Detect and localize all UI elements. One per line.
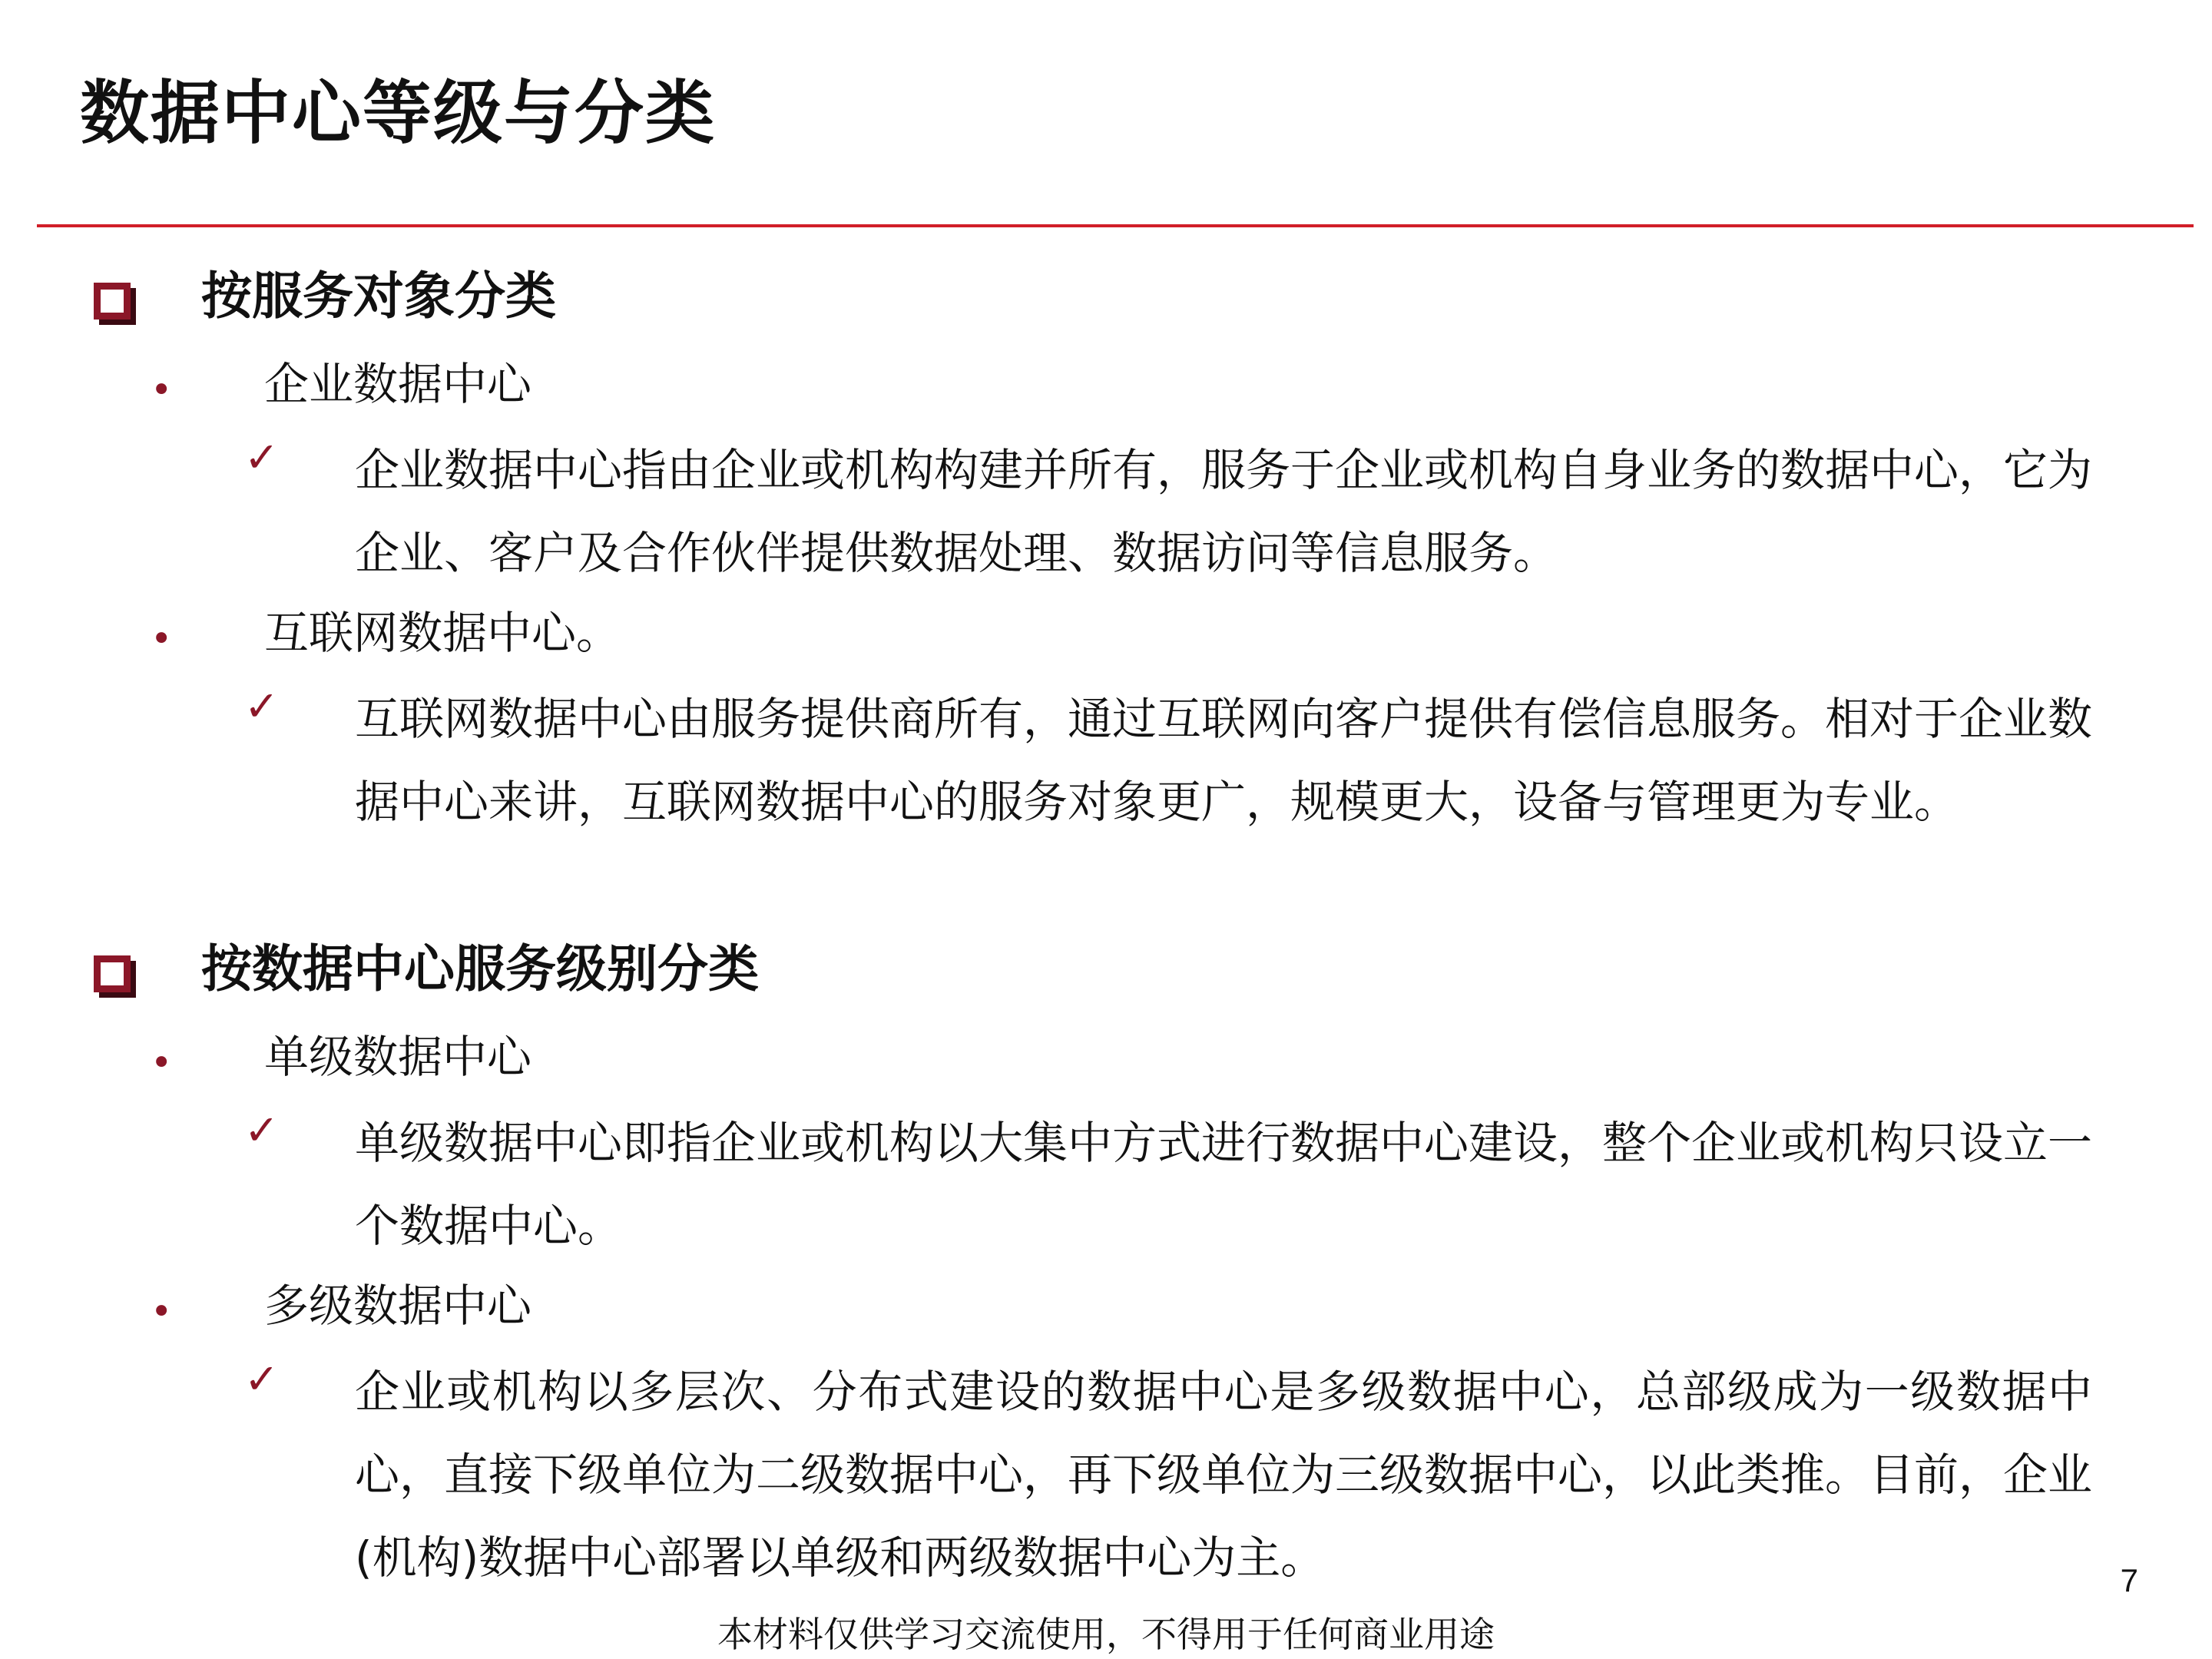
detail-text: 企业或机构以多层次、分布式建设的数据中心是多级数据中心，总部级成为一级数据中心，直接下级单位为二级数据中心，再下级单位为三级数据中心，以此类推。目前，企业(机构)数据中心部署以单级和两级数据中心为主。: [355, 1366, 2093, 1584]
bullet-label: 多级数据中心: [264, 1280, 532, 1332]
section-heading-text: 按数据中心服务级别分类: [201, 939, 759, 998]
page-number: 7: [2120, 1562, 2138, 1598]
bullet-dot-icon: •: [151, 369, 173, 412]
checkmark-icon: ✓: [244, 1106, 280, 1154]
bullet-dot-icon: •: [151, 1290, 173, 1333]
detail-text: 单级数据中心即指企业或机构以大集中方式进行数据中心建设，整个企业或机构只设立一个数据中心。: [355, 1117, 2093, 1252]
section-heading-text: 按服务对象分类: [201, 267, 556, 326]
bullet-label: 企业数据中心: [264, 358, 532, 410]
bullet-label: 单级数据中心: [264, 1031, 532, 1083]
checkbox-bullet-icon: [94, 283, 131, 320]
checkmark-icon: ✓: [244, 433, 280, 482]
detail-text: 互联网数据中心由服务提供商所有，通过互联网向客户提供有偿信息服务。相对于企业数据中心来讲，互联网数据中心的服务对象更广，规模更大，设备与管理更为专业。: [355, 693, 2093, 828]
bullet-dot-icon: •: [151, 1041, 173, 1084]
checkmark-icon: ✓: [244, 1355, 280, 1403]
detail-text: 企业数据中心指由企业或机构构建并所有，服务于企业或机构自身业务的数据中心，它为企业、客户及合作伙伴提供数据处理、数据访问等信息服务。: [355, 444, 2093, 579]
bullet-dot-icon: •: [151, 618, 173, 661]
checkmark-icon: ✓: [244, 682, 280, 730]
checkbox-bullet-icon: [94, 955, 131, 992]
page-title: 数据中心等级与分类: [80, 73, 716, 154]
footer-disclaimer: 本材料仅供学习交流使用，不得用于任何商业用途: [717, 1614, 1495, 1655]
bullet-label: 互联网数据中心。: [264, 607, 621, 659]
